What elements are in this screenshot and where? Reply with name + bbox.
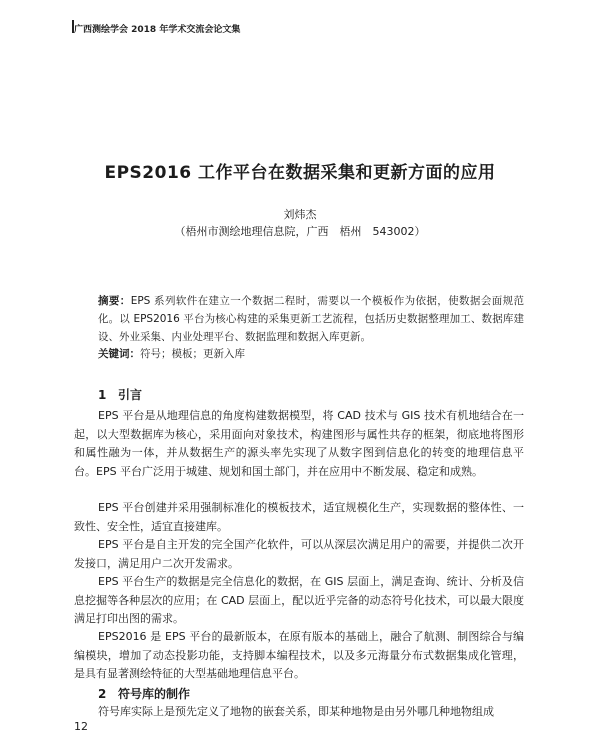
- paragraph-intro-1: EPS 平台是从地理信息的角度构建数据模型，将 CAD 技术与 GIS 技术有机地结合在一起，以大型数据库为核心，采用面向对象技术，构建图形与属性共存的框架，彻底地将图形和属性融为一体，并从数据生产的源头率先实现了从数字图到信息化的转变的地理信息平台。EPS 平台广泛用于城建、规划和国土部门，并在应用中不断发展、稳定和成熟。: [74, 409, 524, 478]
- section-title: 符号库的制作: [118, 687, 191, 701]
- paragraph-intro-5: EPS2016 是 EPS 平台的最新版本，在原有版本的基础上，融合了航测、制图综合与编编模块，增加了动态投影功能，支持脚本编程技术，以及多元海量分布式数据集成化管理，是具有显著测绘特征的大型基础地理信息平台。: [74, 630, 524, 680]
- abstract-label: 摘要：: [98, 295, 131, 307]
- author-name: 刘炜杰: [283, 208, 317, 221]
- keywords: [98, 346, 524, 361]
- section-heading-1: [98, 386, 142, 403]
- paragraph-intro-4: EPS 平台生产的数据是完全信息化的数据，在 GIS 层面上，满足查询、统计、分析及信息挖掘等各种层次的应用；在 CAD 层面上，配以近乎完备的动态符号化技术，可以最大限度满足打印出图的需求。: [74, 575, 524, 625]
- section-number: 2: [98, 687, 107, 701]
- abstract-text: EPS 系列软件在建立一个数据二程时，需要以一个模板作为依据，使数据会面规范化。以 EPS2016 平台为核心构建的采集更新工艺流程，包括历史数据整理加工、数据库建设、外业采集、内业处理平台、数据监理和数据入库更新。: [98, 295, 525, 343]
- section-heading-2: [98, 685, 190, 702]
- paragraph-intro-2: EPS 平台创建并采用强制标准化的模板技术，适宜规模化生产，实现数据的整体性、一致性、安全性，适宜直接建库。: [74, 501, 524, 533]
- keywords-text: 符号；模板；更新入库: [140, 348, 245, 360]
- paragraph-symbols-1: 符号库实际上是预先定义了地物的嵌套关系，即某种地物是由另外哪几种地物组成: [98, 705, 494, 718]
- keywords-label: 关键词：: [98, 348, 140, 360]
- article-title: EPS2016 工作平台在数据采集和更新方面的应用: [104, 163, 496, 183]
- page-number: 12: [74, 720, 88, 733]
- section-number: 1: [98, 388, 107, 402]
- abstract: [98, 292, 524, 346]
- author-affiliation: （梧州市测绘地理信息院，广西 梧州 543002）: [174, 225, 426, 238]
- running-head: 广西测绘学会 2018 年学术交流会论文集: [74, 25, 241, 35]
- paragraph-intro-3: EPS 平台是自主开发的完全国产化软件，可以从深层次满足用户的需要，并提供二次开发接口，满足用户二次开发需求。: [74, 538, 524, 570]
- section-title: 引言: [118, 388, 143, 402]
